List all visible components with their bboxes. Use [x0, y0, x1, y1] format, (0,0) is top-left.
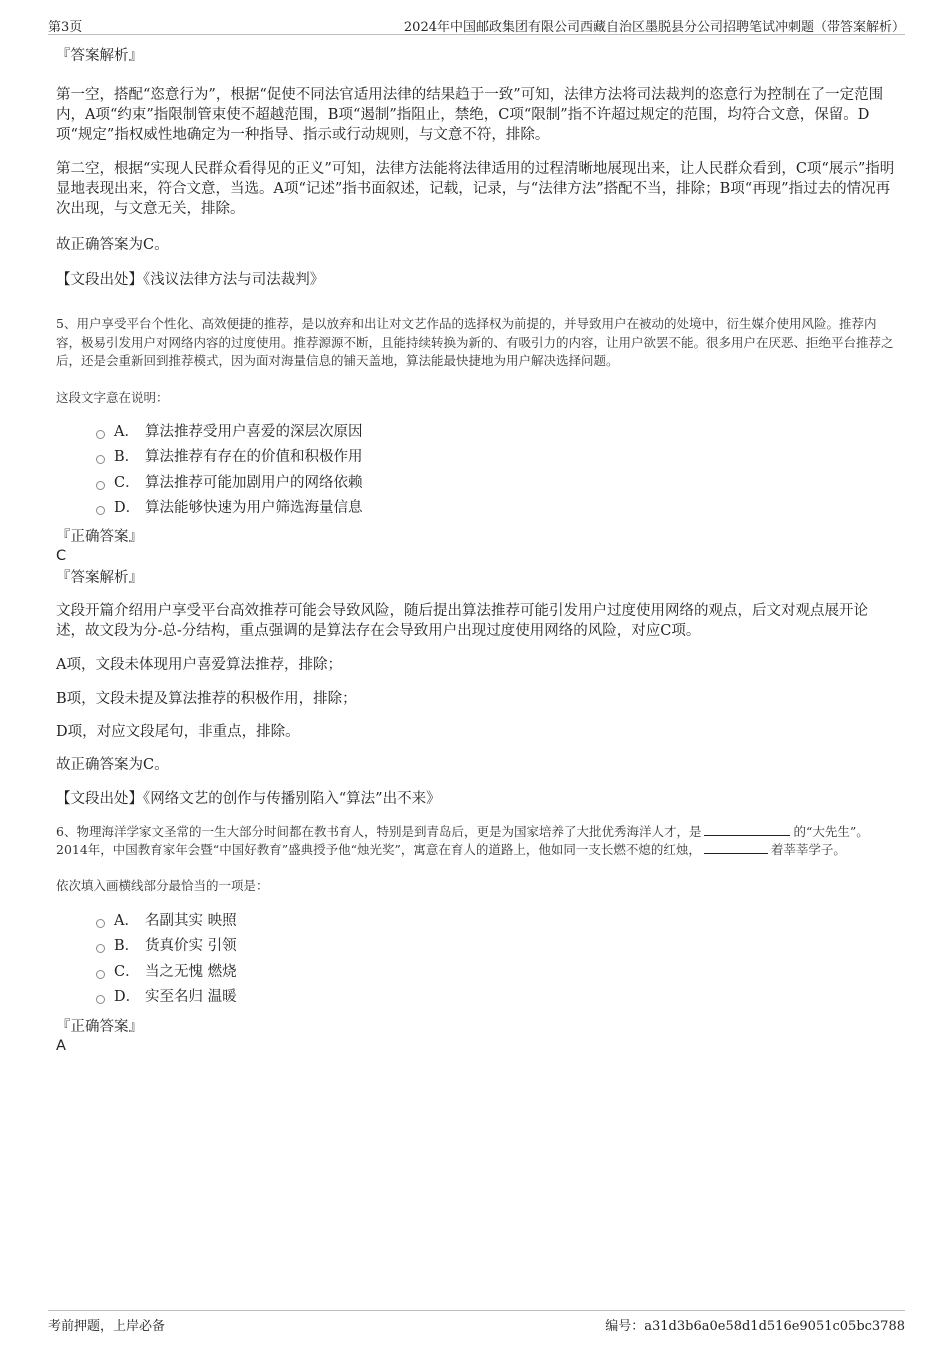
q4-analysis-tag: 『答案解析』 [56, 48, 143, 64]
radio-icon[interactable] [96, 944, 105, 953]
q5-answer: C [56, 547, 67, 564]
radio-icon[interactable] [96, 506, 105, 515]
q6-stem: 6、物理海洋学家文圣常的一生大部分时间都在教书育人，特别是到青岛后，更是为国家培养了大批优秀海洋人才，是 的“大先生”。2014年，中国教育家年会暨“中国好教育”盛典授予他“烛光奖”，寓意在育人的道路上，他如同一支长燃不熄的红烛， 着莘莘学子。 [56, 823, 869, 857]
q5-option-c[interactable]: C． 算法推荐可能加剧用户的网络依赖 [56, 471, 896, 497]
document-code: 编号：a31d3b6a0e58d1d516e9051c05bc3788 [605, 1319, 905, 1334]
page-header [48, 14, 905, 35]
radio-icon[interactable] [96, 455, 105, 464]
page-footer [48, 1310, 905, 1335]
fill-blank-1 [704, 823, 790, 836]
q4-conclusion: 故正确答案为C。 [56, 237, 169, 253]
q4-analysis-p1: 第一空，搭配“恣意行为”，根据“促使不同法官适用法律的结果趋于一致”可知，法律方法将司法裁判的恣意行为控制在了一定范围内，A项“约束”指限制管束使不超越范围，B项“遏制”指阻止，禁绝，C项“限制”指不许超过规定的范围，均符合文意，保留。D项“规定”指权威性地确定为一种指导、指示或行动规则，与文意不符，排除。 [56, 87, 884, 143]
q5-analysis-d: D项，对应文段尾句，非重点，排除。 [56, 723, 300, 740]
q4-analysis-p2: 第二空，根据“实现人民群众看得见的正义”可知，法律方法能将法律适用的过程清晰地展现出来，让人民群众看到，C项“展示”指明显地表现出来，符合文意，当选。A项“记述”指书面叙述，记载，记录，与“法律方法”搭配不当，排除；B项“再现”指过去的情况再次出现，与文意无关，排除。 [56, 161, 895, 217]
footer-slogan: 考前押题，上岸必备 [48, 1319, 166, 1334]
document-title: 2024年中国邮政集团有限公司西藏自治区墨脱县分公司招聘笔试冲刺题（带答案解析） [403, 20, 905, 35]
radio-icon[interactable] [96, 970, 105, 979]
q5-option-a[interactable]: A． 算法推荐受用户喜爱的深层次原因 [56, 420, 896, 446]
radio-icon[interactable] [96, 995, 105, 1004]
q5-source: 【文段出处】《网络文艺的创作与传播别陷入“算法”出不来》 [56, 790, 441, 807]
q6-answer-tag: 『正确答案』 [56, 1018, 143, 1035]
q5-stem: 5、用户享受平台个性化、高效便捷的推荐，是以放弃和出让对文艺作品的选择权为前提的，并导致用户在被动的处境中，衍生媒介使用风险。推荐内容，极易引发用户对网络内容的过度使用。推荐源源不断，且能持续转换为新的、有吸引力的内容，让用户欲罢不能。很多用户在厌恶、拒绝平台推荐之后，还是会重新回到推荐模式，因为面对海量信息的铺天盖地，算法能最快捷地为用户解决选择问题。 [56, 316, 894, 368]
q6-option-c[interactable]: C． 当之无愧 燃烧 [56, 960, 896, 986]
page-number: 第3页 [48, 20, 83, 35]
q5-analysis-tag: 『答案解析』 [56, 569, 143, 586]
fill-blank-2 [704, 841, 768, 854]
q5-lead: 这段文字意在说明： [56, 389, 169, 405]
radio-icon[interactable] [96, 481, 105, 490]
q5-analysis-p1: 文段开篇介绍用户享受平台高效推荐可能会导致风险，随后提出算法推荐可能引发用户过度使用网络的观点，后文对观点展开论述，故文段为分-总-分结构，重点强调的是算法存在会导致用户出现过度使用网络的风险，对应C项。 [56, 602, 868, 639]
q5-answer-tag: 『正确答案』 [56, 528, 143, 545]
q5-conclusion: 故正确答案为C。 [56, 756, 169, 773]
q5-option-d[interactable]: D． 算法能够快速为用户筛选海量信息 [56, 496, 896, 522]
radio-icon[interactable] [96, 919, 105, 928]
q5-analysis-b: B项，文段未提及算法推荐的积极作用，排除； [56, 690, 357, 707]
q6-option-b[interactable]: B． 货真价实 引领 [56, 934, 896, 960]
q6-option-d[interactable]: D． 实至名归 温暖 [56, 985, 896, 1011]
q6-answer: A [56, 1037, 66, 1054]
q5-analysis-a: A项，文段未体现用户喜爱算法推荐，排除； [56, 656, 342, 673]
radio-icon[interactable] [96, 430, 105, 439]
q4-source: 【文段出处】《浅议法律方法与司法裁判》 [56, 272, 325, 288]
q5-option-b[interactable]: B． 算法推荐有存在的价值和积极作用 [56, 445, 896, 471]
page-content [56, 44, 896, 1055]
q6-options [56, 909, 896, 1011]
q6-option-a[interactable]: A． 名副其实 映照 [56, 909, 896, 935]
q6-lead: 依次填入画横线部分最恰当的一项是： [56, 877, 269, 893]
q5-options [56, 420, 896, 522]
